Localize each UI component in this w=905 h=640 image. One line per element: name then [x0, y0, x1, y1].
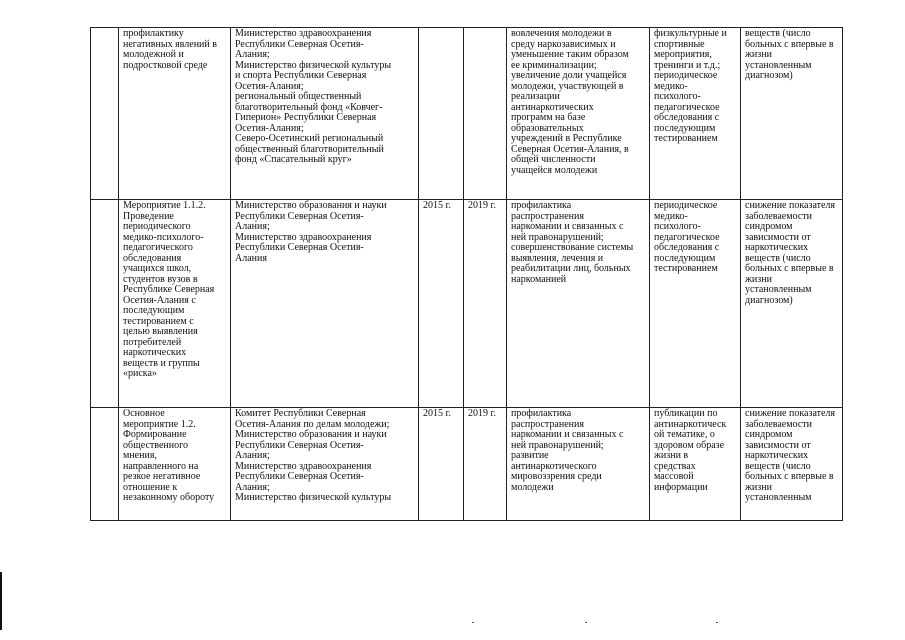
text-line: диагнозом)	[745, 294, 793, 306]
text-line: Республике Северная	[123, 284, 215, 295]
directions-cell	[650, 200, 741, 408]
start-year-cell: 2015 г.	[419, 408, 464, 521]
text-line: синдромом	[745, 221, 793, 232]
text-line: Гиперион» Республики Северная	[235, 112, 377, 123]
text-line: Северо-Осетинский региональный	[235, 133, 384, 144]
text-line: заболеваемости	[745, 418, 812, 430]
text-line: Республики Северная Осетия-	[235, 210, 364, 222]
scan-speck	[472, 622, 474, 623]
text-line: Республики Северная Осетия-	[235, 38, 364, 50]
text-line: Министерство здравоохранения	[235, 460, 372, 472]
expected-results-cell	[507, 408, 650, 521]
expected-results-cell	[507, 200, 650, 408]
text-line: молодежи, участвующей в	[511, 80, 624, 92]
text-line: среду наркозависимых и	[511, 38, 616, 50]
text-line: массовой	[654, 471, 694, 482]
text-line: распространения	[511, 418, 584, 430]
expected-results-cell	[507, 28, 650, 200]
text-line: снижение показателя	[745, 200, 836, 211]
text-line: последующим	[654, 252, 716, 264]
table-row	[91, 408, 843, 521]
text-line: молодежной и	[123, 49, 184, 60]
text-line: медико-	[654, 80, 688, 92]
text-line: образовательных	[511, 122, 584, 134]
text-line: публикации по	[654, 408, 718, 419]
text-line: направленного на	[123, 460, 199, 472]
scan-edge-mark	[0, 572, 2, 630]
text-line: и спорта Республики Северная	[235, 70, 367, 81]
text-line: установленным	[745, 284, 812, 295]
text-line: Комитет Республики Северная	[235, 408, 366, 419]
text-line: мировоззрения среди	[511, 471, 602, 482]
text-line: студентов вузов в	[123, 273, 198, 285]
text-line: наркоманией	[511, 273, 567, 285]
program-measures-table	[90, 27, 843, 521]
text-line: потребителей	[123, 336, 182, 348]
text-line: общей численности	[511, 154, 596, 165]
text-line: последующим	[654, 122, 716, 134]
text-line: обследования с	[654, 242, 720, 253]
text-line: Республики Северная Осетия-	[235, 439, 364, 451]
executors-cell	[231, 28, 419, 200]
table-row	[91, 28, 843, 200]
text-line: психолого-	[654, 221, 701, 232]
text-line: резкое негативное	[123, 471, 201, 482]
text-line: «риска»	[123, 368, 157, 379]
scan-speck	[716, 622, 718, 623]
executors-cell	[231, 200, 419, 408]
text-line: обследования	[123, 252, 182, 264]
scan-speck	[585, 622, 587, 623]
text-line: тестированием	[654, 133, 718, 144]
text-line: Министерство здравоохранения	[235, 231, 372, 243]
text-line: диагнозом)	[745, 70, 793, 81]
text-line: ой тематике, о	[654, 429, 715, 440]
end-year-cell	[464, 28, 507, 200]
text-line: Министерство физической культуры	[235, 492, 392, 503]
text-line: синдромом	[745, 429, 793, 440]
text-line: профилактика	[511, 408, 572, 419]
text-line: региональный общественный	[235, 91, 362, 102]
text-line: профилактика	[511, 200, 572, 211]
text-line: Мероприятие 1.1.2.	[123, 200, 206, 211]
row-number-cell	[91, 28, 119, 200]
text-line: мероприятие 1.2.	[123, 418, 196, 430]
text-line: больных с впервые в	[745, 38, 834, 50]
text-line: обследования с	[654, 112, 720, 123]
text-line: Алания;	[235, 49, 270, 60]
text-line: средствах	[654, 460, 696, 472]
directions-cell	[650, 408, 741, 521]
text-line: заболеваемости	[745, 210, 812, 222]
text-line: увеличение доли учащейся	[511, 70, 627, 81]
text-line: мероприятия,	[654, 49, 712, 60]
text-line: Алания	[235, 252, 267, 264]
text-line: Алания;	[235, 450, 270, 461]
text-line: больных с впервые в	[745, 263, 834, 274]
text-line: вовлечения молодежи в	[511, 28, 612, 39]
text-line: Осетия-Алания;	[235, 122, 304, 134]
text-line: антинаркотических	[511, 101, 594, 113]
text-line: Осетия-Алания с	[123, 294, 196, 306]
text-line: Министерство физической культуры	[235, 59, 392, 71]
text-line: тренинги и т.д.;	[654, 59, 721, 71]
text-line: отношение к	[123, 481, 178, 493]
text-line: психолого-	[654, 91, 701, 102]
text-line: Основное	[123, 408, 165, 419]
text-line: установленным	[745, 492, 812, 503]
directions-cell	[650, 28, 741, 200]
text-line: реабилитации лиц, больных	[511, 263, 631, 274]
text-line: жизни	[745, 49, 772, 60]
text-line: незаконному обороту	[123, 492, 215, 503]
text-line: подростковой среде	[123, 59, 208, 71]
text-line: педагогическое	[654, 231, 720, 243]
text-line: учащихся школ,	[123, 263, 192, 274]
text-line: наркомании и связанных с	[511, 429, 624, 440]
text-line: учащейся молодежи	[511, 164, 598, 176]
text-line: общественный благотворительный	[235, 143, 384, 155]
text-line: зависимости от	[745, 231, 811, 243]
text-line: программ на базе	[511, 112, 586, 123]
text-line: наркотических	[123, 347, 187, 358]
text-line: антинаркотическ	[654, 418, 727, 430]
text-line: Республики Северная Осетия-	[235, 242, 364, 253]
text-line: тестированием с	[123, 315, 194, 327]
text-line: спортивные	[654, 38, 705, 50]
text-line: жизни	[745, 481, 772, 493]
text-line: молодежи	[511, 481, 554, 493]
measure-name-cell	[119, 28, 231, 200]
text-line: распространения	[511, 210, 584, 222]
text-line: ней правонарушений;	[511, 439, 604, 451]
text-line: мнения,	[123, 450, 157, 461]
text-line: реализации	[511, 91, 560, 102]
text-line: совершенствование системы	[511, 242, 634, 253]
text-line: жизни в	[654, 450, 689, 461]
text-line: медико-психолого-	[123, 231, 204, 243]
text-line: информации	[654, 481, 708, 493]
text-line: последующим	[123, 305, 185, 316]
text-line: веществ (число	[745, 460, 811, 472]
text-line: антинаркотического	[511, 460, 597, 472]
text-line: профилактику	[123, 28, 184, 39]
text-line: больных с впервые в	[745, 471, 834, 482]
text-line: благотворительный фонд «Ковчег-	[235, 101, 383, 113]
text-line: веществ (число	[745, 28, 811, 39]
text-line: периодического	[123, 221, 191, 232]
text-line: Осетия-Алания;	[235, 80, 304, 92]
row-number-cell	[91, 200, 119, 408]
text-line: Алания;	[235, 481, 270, 493]
text-line: уменьшение таким образом	[511, 49, 629, 60]
end-year-cell: 2019 г.	[464, 408, 507, 521]
text-line: целью выявления	[123, 326, 198, 337]
end-year-cell: 2019 г.	[464, 200, 507, 408]
executors-cell	[231, 408, 419, 521]
text-line: Северная Осетия-Алания, в	[511, 143, 629, 155]
indicators-cell	[741, 200, 843, 408]
text-line: ней правонарушений;	[511, 231, 604, 243]
text-line: негативных явлений в	[123, 38, 217, 50]
text-line: жизни	[745, 273, 772, 285]
text-line: веществ (число	[745, 252, 811, 264]
text-line: веществ и группы	[123, 357, 200, 369]
start-year-cell	[419, 28, 464, 200]
text-line: общественного	[123, 439, 188, 451]
text-line: наркомании и связанных с	[511, 221, 624, 232]
text-line: выявления, лечения и	[511, 252, 604, 264]
text-line: фонд «Спасательный круг»	[235, 154, 352, 165]
text-line: ее криминализации;	[511, 59, 597, 71]
text-line: Министерство здравоохранения	[235, 28, 372, 39]
text-line: наркотических	[745, 450, 809, 461]
row-number-cell	[91, 408, 119, 521]
text-line: Проведение	[123, 210, 174, 222]
text-line: Формирование	[123, 429, 187, 440]
indicators-cell	[741, 28, 843, 200]
text-line: медико-	[654, 210, 688, 222]
text-line: учреждений в Республике	[511, 133, 622, 144]
text-line: Алания;	[235, 221, 270, 232]
text-line: здоровом образе	[654, 439, 725, 451]
text-line: Министерство образования и науки	[235, 200, 387, 211]
measure-name-cell	[119, 408, 231, 521]
text-line: периодическое	[654, 200, 718, 211]
text-line: снижение показателя	[745, 408, 836, 419]
text-line: тестированием	[654, 263, 718, 274]
start-year-cell: 2015 г.	[419, 200, 464, 408]
indicators-cell	[741, 408, 843, 521]
text-line: зависимости от	[745, 439, 811, 451]
text-line: Республики Северная Осетия-	[235, 471, 364, 482]
text-line: развитие	[511, 450, 549, 461]
text-line: Министерство образования и науки	[235, 429, 387, 440]
text-line: Осетия-Алания по делам молодежи;	[235, 418, 390, 430]
text-line: наркотических	[745, 242, 809, 253]
text-line: физкультурные и	[654, 28, 727, 39]
text-line: педагогическое	[654, 101, 720, 113]
text-line: установленным	[745, 59, 812, 71]
table-row	[91, 200, 843, 408]
text-line: периодическое	[654, 70, 718, 81]
text-line: педагогического	[123, 242, 193, 253]
measure-name-cell	[119, 200, 231, 408]
